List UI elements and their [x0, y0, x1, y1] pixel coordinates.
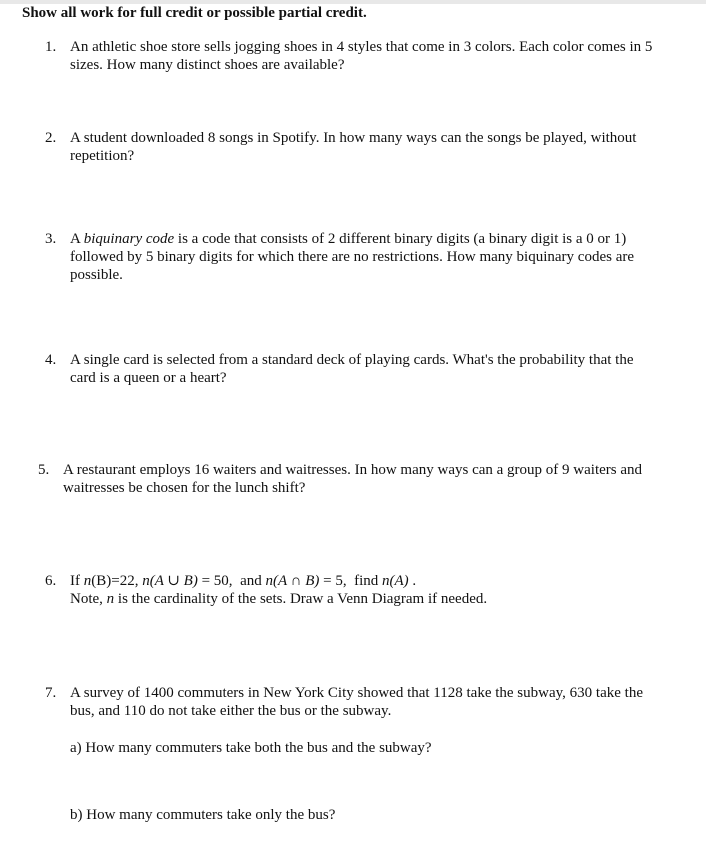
question-text-line: An athletic shoe store sells jogging shoes in 4 styles that come in 3 colors. Each color comes in 5: [70, 39, 653, 55]
question-number: 7.: [45, 685, 57, 701]
question-text-line: Note, n is the cardinality of the sets. Draw a Venn Diagram if needed.: [70, 591, 488, 607]
question-text-line: A restaurant employs 16 waiters and waitresses. In how many ways can a group of 9 waiters and: [63, 462, 643, 478]
question-text-line: A biquinary code is a code that consists of 2 different binary digits (a binary digit is a 0 or 1): [70, 231, 627, 247]
question-number: 3.: [45, 231, 57, 247]
math-expression: n(A): [382, 573, 409, 589]
question-text-line: bus, and 110 do not take either the bus or the subway.: [70, 703, 392, 719]
question-7-part-a: a) How many commuters take both the bus and the subway?: [70, 740, 432, 756]
question-number: 1.: [45, 39, 57, 55]
question-number: 2.: [45, 130, 57, 146]
question-text-line: waitresses be chosen for the lunch shift?: [63, 480, 306, 496]
question-number: 5.: [38, 462, 50, 478]
question-text-line: sizes. How many distinct shoes are available?: [70, 57, 345, 73]
instructions-heading: Show all work for full credit or possible partial credit.: [22, 5, 367, 21]
question-text-line: followed by 5 binary digits for which there are no restrictions. How many biquinary codes are: [70, 249, 635, 265]
math-expression: n(A ∩ B): [265, 573, 320, 589]
question-text-line: repetition?: [70, 148, 135, 164]
question-text-line: A student downloaded 8 songs in Spotify. In how many ways can the songs be played, without: [70, 130, 637, 146]
question-text-line: possible.: [70, 267, 123, 283]
math-expression: n(A ∪ B): [142, 573, 198, 589]
question-text-line: A survey of 1400 commuters in New York City showed that 1128 take the subway, 630 take the: [70, 685, 643, 701]
question-number: 6.: [45, 573, 57, 589]
term-emphasis: biquinary code: [83, 231, 175, 247]
question-text-line: A single card is selected from a standard deck of playing cards. What's the probability that the: [70, 352, 634, 368]
question-text-line: If n(B)=22, n(A ∪ B) = 50, and n(A ∩ B) = 5, find n(A) .: [70, 573, 417, 589]
question-text-line: card is a queen or a heart?: [70, 370, 227, 386]
question-7-part-b: b) How many commuters take only the bus?: [70, 807, 336, 823]
question-number: 4.: [45, 352, 57, 368]
